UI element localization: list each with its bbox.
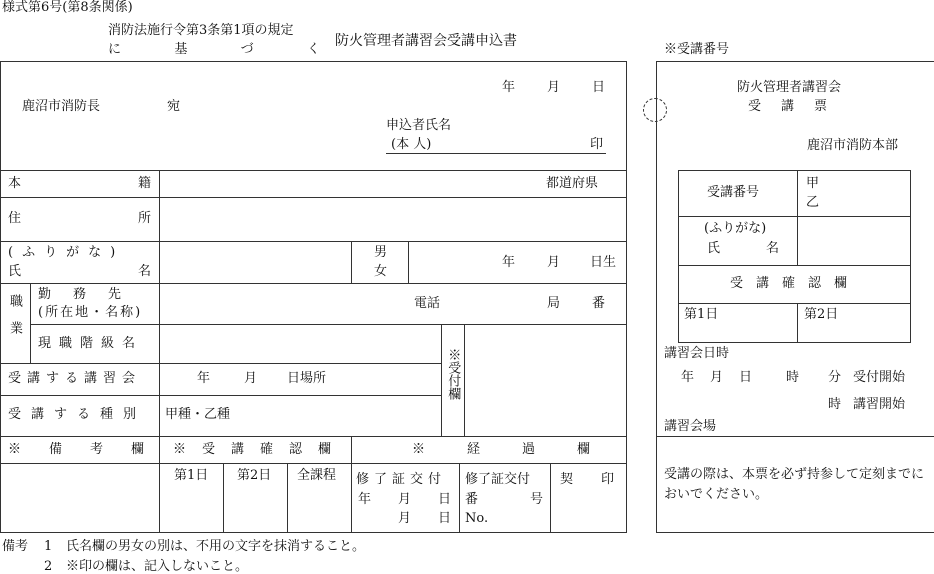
ticket-issuer: 鹿沼市消防本部 (807, 138, 899, 153)
divider (287, 463, 288, 533)
divider (0, 170, 627, 171)
divider (797, 303, 798, 343)
law-reference-line2 (108, 43, 320, 56)
divider (351, 436, 352, 533)
divider (656, 436, 934, 437)
spaced-char: 氏 (8, 264, 22, 279)
divider (351, 241, 352, 283)
exchange-label: 局 (547, 296, 561, 311)
ticket-day1: 第1日 (684, 307, 719, 322)
date-month: 月 (547, 80, 561, 95)
receipt-number-label: ※受講番号 (664, 42, 730, 57)
birth-month: 月 (547, 255, 561, 270)
cert-number-label: 修了証交付 (465, 472, 531, 487)
divider (0, 197, 627, 198)
page-title: 防火管理者講習会受講申込書 (335, 33, 517, 49)
course-day-place: 日場所 (287, 371, 327, 386)
divider (0, 463, 627, 464)
cert-number-sub (465, 493, 543, 506)
ticket-day2: 第2日 (804, 307, 839, 322)
law-ref-char: づ (240, 42, 254, 57)
position-label: 現職階級名 (38, 336, 144, 351)
divider (30, 324, 627, 325)
spaced-char: 番 (465, 492, 479, 507)
ticket-class-a: 甲 (806, 176, 820, 191)
cert-issue-month: 月 (398, 492, 412, 507)
session-month: 月 (710, 370, 724, 385)
law-ref-char: 基 (174, 42, 188, 57)
cert-issue-day: 日 (438, 492, 452, 507)
cert-number-no: No. (465, 511, 489, 526)
confirm-label: ※受講確認欄 (173, 442, 348, 457)
law-ref-char: に (108, 42, 122, 57)
course-year: 年 (197, 371, 211, 386)
note2: ※印の欄は、記入しないこと。 (66, 559, 249, 574)
self-label: (本 人) (391, 137, 432, 152)
divider (550, 463, 551, 533)
session-year: 年 (681, 370, 695, 385)
divider (0, 436, 627, 437)
spaced-char: 名 (137, 264, 151, 279)
spaced-char: 籍 (137, 176, 151, 191)
ticket-furigana-label: (ふりがな) (704, 221, 767, 236)
session-minute: 分 (828, 370, 842, 385)
divider (0, 363, 441, 364)
cert-issue-month2: 月 (398, 511, 412, 526)
honorific: 宛 (167, 99, 181, 114)
reception-label: ※受付欄 (445, 348, 461, 400)
spaced-char: 住 (8, 211, 22, 226)
progress-label: ※経過欄 (412, 442, 633, 457)
ticket-confirm-label: 受講確認欄 (730, 276, 861, 291)
ticket-class-b: 乙 (806, 195, 820, 210)
type-label: 受講する種別 (8, 407, 147, 422)
divider (408, 241, 409, 283)
signature-line (386, 153, 606, 154)
ticket-notice: 受講の際は、本票を必ず持参して定刻までにおいでください。 (664, 467, 925, 502)
session-hour2: 時 (828, 397, 842, 412)
divider (464, 324, 465, 436)
notes-label: 備考 (2, 539, 29, 554)
spaced-char: 本 (8, 176, 22, 191)
divider (0, 241, 627, 242)
type-value: 甲種・乙種 (165, 407, 231, 422)
ticket-subtitle: 受講票 (748, 99, 848, 114)
day1-label: 第1日 (174, 468, 209, 483)
course-month: 月 (244, 371, 258, 386)
session-hour: 時 (786, 370, 800, 385)
phone-label: 電話 (414, 296, 441, 311)
applicant-label: 申込者氏名 (386, 118, 452, 133)
cert-issue-day2: 日 (438, 511, 452, 526)
occupation-label: 職業 (7, 294, 22, 348)
session-datetime-label: 講習会日時 (664, 346, 730, 361)
address-label-text (8, 212, 151, 225)
ticket-receipt-no-label: 受講番号 (707, 185, 760, 200)
divider (223, 463, 224, 533)
remarks-label: ※備考欄 (8, 442, 173, 457)
number-label: 番 (592, 296, 606, 311)
venue-label: 講習会場 (664, 419, 717, 434)
divider (30, 283, 31, 363)
workplace-label: 勤務先 (38, 287, 144, 302)
cert-issue-label: 修了証交付 (356, 472, 447, 487)
date-year: 年 (502, 80, 516, 95)
session-day: 日 (739, 370, 753, 385)
divider (0, 395, 441, 396)
domicile-label (8, 177, 151, 190)
law-ref-char: く (306, 42, 320, 57)
male-option: 男 (374, 245, 388, 260)
divider (0, 283, 627, 284)
workplace-sub-label: (所在地・名称) (38, 305, 143, 320)
form-number: 様式第6号(第8条関係) (2, 0, 133, 15)
divider (159, 170, 160, 533)
name-label (8, 265, 151, 278)
spaced-char: 号 (529, 492, 543, 507)
ticket-title: 防火管理者講習会 (737, 80, 842, 95)
note1-number: 1 (44, 539, 53, 554)
note1: 氏名欄の男女の別は、不用の文字を抹消すること。 (66, 539, 366, 554)
lecture-start: 講習開始 (853, 397, 906, 412)
course-label: 受講する講習会 (8, 371, 142, 386)
female-option: 女 (374, 264, 388, 279)
contract-seal-label: 契印 (560, 472, 643, 487)
day2-label: 第2日 (237, 468, 272, 483)
spaced-char: 所 (137, 211, 151, 226)
ticket-name-label: 氏名 (707, 241, 826, 256)
divider (678, 303, 911, 304)
prefecture-label: 都道府県 (546, 176, 599, 191)
address-label (8, 212, 151, 225)
divider (678, 265, 911, 266)
law-reference: 消防法施行令第3条第1項の規定 (108, 23, 294, 38)
divider (459, 463, 460, 533)
furigana-label: (ふりがな) (8, 245, 125, 260)
reception-start: 受付開始 (853, 370, 906, 385)
date-day: 日 (592, 80, 606, 95)
seal-mark: 印 (590, 137, 604, 152)
cert-issue-year: 年 (358, 492, 372, 507)
divider (678, 216, 911, 217)
addressee: 鹿沼市消防長 (22, 99, 101, 114)
note2-number: 2 (44, 559, 53, 574)
birth-day: 日生 (590, 255, 617, 270)
full-course-label: 全課程 (297, 468, 337, 483)
birth-year: 年 (502, 255, 516, 270)
divider (441, 324, 442, 436)
